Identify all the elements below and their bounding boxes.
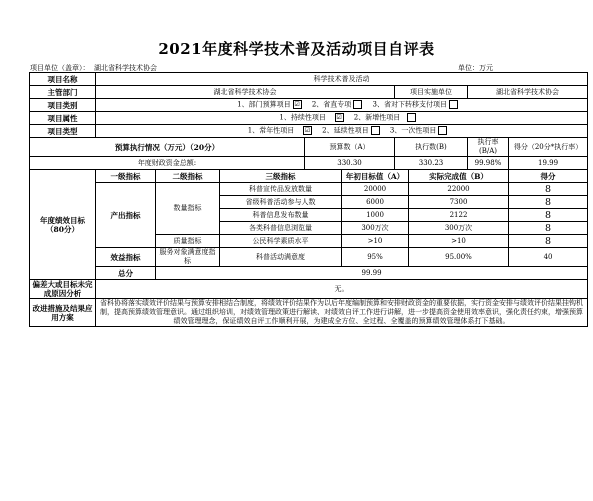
indicator-score: 8 — [509, 183, 588, 196]
target-value: 95% — [342, 248, 409, 267]
dept-row — [30, 86, 588, 99]
checkbox-empty-icon[interactable] — [407, 113, 416, 122]
total-value: 99.99 — [156, 267, 588, 280]
perf-col-l3: 三级指标 — [220, 170, 342, 183]
total-label: 总分 — [96, 267, 156, 280]
actual-value: 7300 — [409, 196, 509, 209]
checkbox-checked-icon[interactable]: ☑ — [336, 114, 342, 122]
l1-benefit: 效益指标 — [96, 248, 156, 267]
deviation-row — [30, 280, 588, 299]
perf-col-score: 得分 — [509, 170, 588, 183]
checkbox-empty-icon[interactable] — [438, 126, 447, 135]
budget-col-header: 预算数（A） — [305, 138, 395, 157]
score-col-header: 得分（20分*执行率） — [509, 138, 588, 157]
form-title: 2021年度科学技术普及活动项目自评表 — [158, 40, 435, 58]
attribute-row — [30, 112, 588, 125]
total-row — [30, 267, 588, 280]
l3-indicator: 科普活动满意度 — [220, 248, 342, 267]
l3-indicator: 各类科普信息浏览量 — [220, 222, 342, 235]
improvement-label: 改进措施及结果应用方案 — [30, 299, 96, 327]
l3-indicator: 科普宣传品发放数量 — [220, 183, 342, 196]
target-value: 1000 — [342, 209, 409, 222]
l3-indicator: 公民科学素质水平 — [220, 235, 342, 248]
project-name-label: 项目名称 — [30, 73, 96, 86]
type-options — [96, 125, 588, 138]
target-value: 300万次 — [342, 222, 409, 235]
checkbox-empty-icon[interactable] — [449, 100, 458, 109]
perf-col-l2: 二级指标 — [156, 170, 220, 183]
checkbox-empty-icon[interactable] — [371, 126, 380, 135]
actual-value: >10 — [409, 235, 509, 248]
budget-header-row — [30, 138, 588, 157]
indicator-score: 8 — [509, 209, 588, 222]
attribute-label: 项目属性 — [30, 112, 96, 125]
actual-value: 2122 — [409, 209, 509, 222]
target-value: 20000 — [342, 183, 409, 196]
improvement-text: 省科协将落实绩效评价结果与预算安排相结合制度，将绩效评价结果作为以后年度编制预算和安排财政资金的重要依据，实行资金安排与绩效评价结果挂钩机制，提高预算绩效管理意识。通过组织培训，对绩效管理政策进行解读、对绩效自评工作进行讲解，进一步提高资金使用效率意识，强化责任约束，增强预算绩效管理理念，保证绩效自评工作顺利开展，为建成全方位、全过程、全覆盖的预算绩效管理体系打下基础。 — [96, 299, 588, 327]
type-label: 项目类型 — [30, 125, 96, 138]
budget-score: 19.99 — [509, 157, 588, 170]
target-value: 6000 — [342, 196, 409, 209]
checkbox-empty-icon[interactable] — [353, 100, 362, 109]
indicator-score: 8 — [509, 235, 588, 248]
rate-col-header: 执行率(B/A) — [468, 138, 509, 157]
improvement-row — [30, 299, 588, 327]
project-name-row — [30, 73, 588, 86]
deviation-label: 偏差大或目标未完成原因分析 — [30, 280, 96, 299]
checkbox-checked-icon[interactable]: ☑ — [294, 101, 300, 109]
perf-header-row — [30, 170, 588, 183]
actual-value: 300万次 — [409, 222, 509, 235]
indicator-row — [30, 183, 588, 196]
indicator-score: 8 — [509, 196, 588, 209]
indicator-row — [30, 248, 588, 267]
actual-value: 95.00% — [409, 248, 509, 267]
category-label: 项目类别 — [30, 99, 96, 112]
target-value: >10 — [342, 235, 409, 248]
type-row — [30, 125, 588, 138]
project-name-value: 科学技术普及活动 — [96, 73, 588, 86]
perf-col-l1: 一级指标 — [96, 170, 156, 183]
budget-section-label: 预算执行情况（万元）（20分） — [30, 138, 305, 157]
l2-service: 服务对象满意度指标 — [156, 248, 220, 267]
evaluation-table — [29, 72, 588, 327]
indicator-score: 8 — [509, 222, 588, 235]
type-option-1[interactable]: 1、常年性项目 ☑ — [247, 126, 311, 135]
l3-indicator: 科普信息发布数量 — [220, 209, 342, 222]
category-option-3[interactable]: 3、省对下转移支付项目 — [373, 100, 458, 110]
impl-unit-value: 湖北省科学技术协会 — [468, 86, 588, 99]
attribute-option-2[interactable]: 2、新增性项目 — [354, 113, 416, 123]
budget-value-row — [30, 157, 588, 170]
deviation-value: 无。 — [96, 280, 588, 299]
perf-col-actual: 实际完成值（B） — [409, 170, 509, 183]
attribute-option-1[interactable]: 1、持续性项目 ☑ — [279, 113, 342, 122]
category-option-1[interactable]: 1、部门预算项目 ☑ — [237, 100, 300, 109]
type-option-2[interactable]: 2、延续性项目 — [322, 126, 379, 136]
l2-quantity: 数量指标 — [156, 183, 220, 235]
l2-quality: 质量指标 — [156, 235, 220, 248]
category-row — [30, 99, 588, 112]
perf-section-label: 年度绩效目标（80分） — [30, 170, 96, 280]
indicator-score: 40 — [509, 248, 588, 267]
perf-col-target: 年初目标值（A） — [342, 170, 409, 183]
l1-output: 产出指标 — [96, 183, 156, 248]
dept-value: 湖北省科学技术协会 — [96, 86, 395, 99]
budget-row-label: 年度财政资金总额: — [30, 157, 305, 170]
l3-indicator: 省级科普活动参与人数 — [220, 196, 342, 209]
dept-label: 主管部门 — [30, 86, 96, 99]
type-option-3[interactable]: 3、一次性项目 — [390, 126, 447, 136]
category-options — [96, 99, 588, 112]
impl-unit-label: 项目实施单位 — [395, 86, 468, 99]
category-option-2[interactable]: 2、省直专项 — [312, 100, 362, 110]
project-unit-value: 湖北省科学技术协会 — [93, 64, 157, 72]
actual-value: 22000 — [409, 183, 509, 196]
budget-amount: 330.30 — [305, 157, 395, 170]
checkbox-checked-icon[interactable]: ☑ — [304, 127, 311, 135]
exec-rate: 99.98% — [468, 157, 509, 170]
amount-unit: 单位：万元 — [458, 64, 493, 72]
exec-amount: 330.23 — [395, 157, 468, 170]
attribute-options — [96, 112, 588, 125]
exec-col-header: 执行数(B) — [395, 138, 468, 157]
project-unit-label: 项目单位（盖章）： — [30, 64, 90, 72]
